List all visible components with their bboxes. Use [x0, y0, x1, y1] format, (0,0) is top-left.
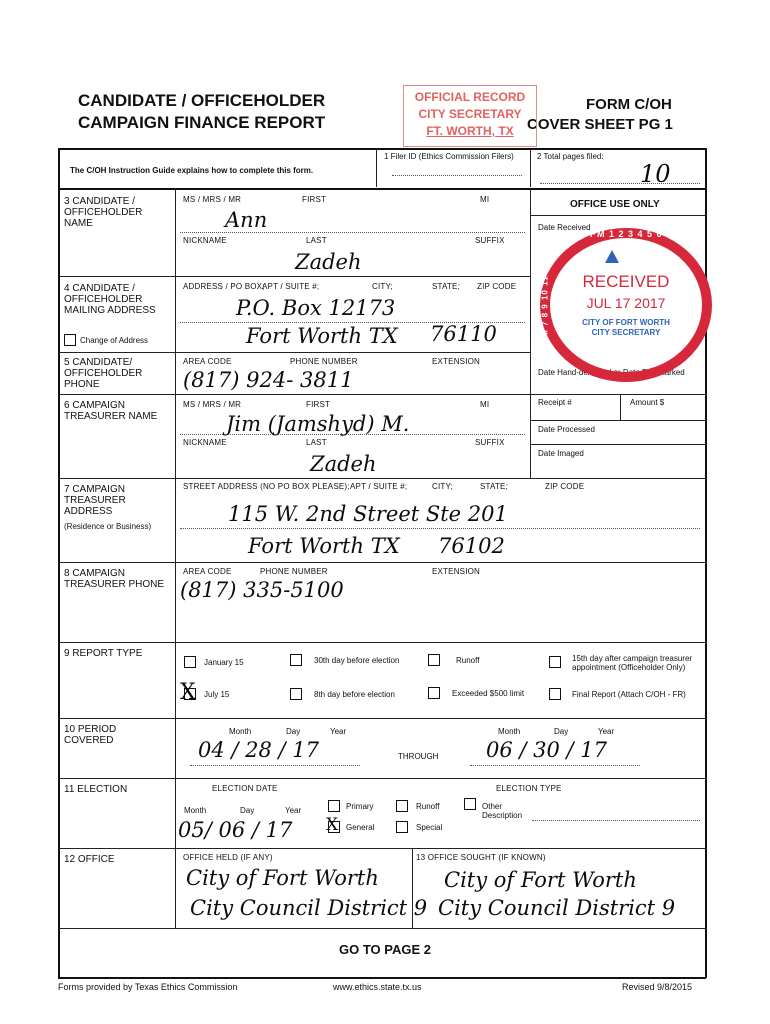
- s12-held-value2: City Council District 9: [190, 896, 428, 920]
- election-runoff-label: Runoff: [416, 802, 440, 811]
- election-general-check-mark: X: [326, 815, 339, 835]
- report-jul15-check-mark: X: [180, 680, 196, 705]
- s4-line2-value: Fort Worth TX: [246, 324, 398, 348]
- form-id-line2: COVER SHEET PG 1: [527, 116, 673, 133]
- filer-id-label: 1 Filer ID (Ethics Commission Filers): [384, 152, 514, 161]
- footer-left: Forms provided by Texas Ethics Commission: [58, 982, 238, 992]
- form-title-line1: CANDIDATE / OFFICEHOLDER: [78, 91, 326, 110]
- s12-held-label: OFFICE HELD (IF ANY): [183, 853, 273, 862]
- received-stamp: [540, 228, 712, 382]
- s4-zip-value: 76110: [430, 322, 497, 346]
- received-stamp-city2: CITY SECRETARY: [591, 328, 661, 337]
- s3-title-label: MS / MRS / MR: [183, 195, 242, 204]
- received-stamp-top: PM 1 2 3 4 5 6: [590, 229, 663, 239]
- s4-zip-label: ZIP CODE: [477, 282, 517, 291]
- report-runoff-label: Runoff: [456, 656, 480, 665]
- election-primary-label: Primary: [346, 802, 374, 811]
- election-special-label: Special: [416, 823, 443, 832]
- report-15th-label: 15th day after campaign treasurer appointment (Officeholder Only): [572, 654, 693, 672]
- instructions-text: The C/OH Instruction Guide explains how to complete this form.: [70, 166, 314, 175]
- s11-type-label: ELECTION TYPE: [496, 784, 562, 793]
- report-15th-checkbox[interactable]: [549, 656, 561, 668]
- s7-line2-value: Fort Worth TX: [248, 534, 400, 558]
- date-imaged-label: Date Imaged: [538, 449, 584, 458]
- s13-sought-value2: City Council District 9: [438, 896, 676, 920]
- s10-from-month-label: Month: [229, 727, 252, 736]
- official-stamp-line3: FT. WORTH, TX: [426, 124, 514, 138]
- received-stamp-date: JUL 17 2017: [586, 295, 666, 311]
- s3-last-label: LAST: [306, 236, 327, 245]
- s6-label: 6 CAMPAIGN TREASURER NAME: [64, 400, 158, 422]
- election-special-checkbox[interactable]: [396, 821, 408, 833]
- election-primary-checkbox[interactable]: [328, 800, 340, 812]
- s8-phone-value: (817) 335-5100: [180, 578, 344, 602]
- s5-label: 5 CANDIDATE/ OFFICEHOLDER PHONE: [64, 357, 143, 390]
- s10-from-value: 04 / 28 / 17: [198, 738, 320, 762]
- s3-last-value: Zadeh: [295, 250, 362, 274]
- s8-ext-label: EXTENSION: [432, 567, 481, 576]
- report-8th-checkbox[interactable]: [290, 688, 302, 700]
- received-stamp-arrow-icon: [605, 250, 619, 263]
- s6-nickname-label: NICKNAME: [183, 438, 227, 447]
- s13-sought-value1: City of Fort Worth: [444, 868, 637, 892]
- s6-last-label: LAST: [306, 438, 327, 447]
- s3-mi-label: MI: [480, 195, 490, 204]
- s10-from-year-label: Year: [330, 727, 347, 736]
- s5-area-label: AREA CODE: [183, 357, 232, 366]
- s8-phone-label: PHONE NUMBER: [260, 567, 328, 576]
- official-stamp-line1: OFFICIAL RECORD: [414, 90, 526, 104]
- s10-to-month-label: Month: [498, 727, 521, 736]
- s11-date-value: 05/ 06 / 17: [178, 818, 293, 842]
- s6-first-label: FIRST: [306, 400, 331, 409]
- date-received-label: Date Received: [538, 223, 591, 232]
- report-jan15-checkbox[interactable]: [184, 656, 196, 668]
- s4-label: 4 CANDIDATE / OFFICEHOLDER MAILING ADDRESS: [64, 283, 156, 316]
- s7-state-label: STATE;: [480, 482, 509, 491]
- received-stamp-left: AM 7 8 9 10 11 12: [540, 261, 550, 344]
- s7-zip-value: 76102: [438, 534, 505, 558]
- s12-label: 12 OFFICE: [64, 854, 115, 865]
- form-title-line2: CAMPAIGN FINANCE REPORT: [78, 113, 326, 132]
- report-jan15-label: January 15: [204, 658, 244, 667]
- s3-suffix-label: SUFFIX: [475, 236, 505, 245]
- total-pages-label: 2 Total pages filed:: [537, 152, 604, 161]
- s10-through-label: THROUGH: [398, 752, 439, 761]
- s11-month-label: Month: [184, 806, 207, 815]
- election-runoff-checkbox[interactable]: [396, 800, 408, 812]
- s11-label: 11 ELECTION: [64, 784, 128, 795]
- total-pages-value: 10: [640, 160, 671, 188]
- report-final-checkbox[interactable]: [549, 688, 561, 700]
- office-use-title: OFFICE USE ONLY: [570, 199, 660, 210]
- s10-from-day-label: Day: [286, 727, 301, 736]
- s4-state-label: STATE;: [432, 282, 461, 291]
- s4-line1-value: P.O. Box 12173: [236, 296, 396, 320]
- s10-label: 10 PERIOD COVERED: [64, 724, 117, 746]
- report-30th-label: 30th day before election: [314, 656, 400, 665]
- official-stamp-line2: CITY SECRETARY: [418, 107, 522, 121]
- receipt-label: Receipt #: [538, 398, 572, 407]
- report-jul15-label: July 15: [204, 690, 230, 699]
- change-of-address-label: Change of Address: [80, 336, 149, 345]
- s3-nickname-label: NICKNAME: [183, 236, 227, 245]
- election-other-checkbox[interactable]: [464, 798, 476, 810]
- report-exceeded-checkbox[interactable]: [428, 687, 440, 699]
- change-of-address-checkbox[interactable]: [64, 334, 76, 346]
- s6-first-value: Jim (Jamshyd) M.: [226, 412, 410, 436]
- s7-street-label: STREET ADDRESS (NO PO BOX PLEASE);: [183, 482, 350, 491]
- s6-title-label: MS / MRS / MR: [183, 400, 242, 409]
- received-stamp-city1: CITY OF FORT WORTH: [582, 318, 670, 327]
- s8-area-label: AREA CODE: [183, 567, 232, 576]
- s3-first-value: Ann: [225, 208, 268, 232]
- s11-date-label: ELECTION DATE: [212, 784, 278, 793]
- form-id-line1: FORM C/OH: [586, 96, 672, 113]
- s5-ext-label: EXTENSION: [432, 357, 481, 366]
- date-hand-label: Date Hand-delivered or Date Postmarked: [538, 368, 685, 377]
- report-8th-label: 8th day before election: [314, 690, 395, 699]
- received-stamp-text: RECEIVED: [582, 272, 670, 291]
- s11-year-label: Year: [285, 806, 302, 815]
- s6-last-value: Zadeh: [310, 452, 377, 476]
- election-other-label: Other Description: [482, 802, 523, 820]
- s9-label: 9 REPORT TYPE: [64, 648, 143, 659]
- election-general-label: General: [346, 823, 375, 832]
- s5-phone-value: (817) 924- 3811: [183, 368, 354, 392]
- report-runoff-checkbox[interactable]: [428, 654, 440, 666]
- s6-mi-label: MI: [480, 400, 490, 409]
- s3-label: 3 CANDIDATE / OFFICEHOLDER NAME: [64, 196, 143, 229]
- footer-right: Revised 9/8/2015: [622, 982, 693, 992]
- s10-to-day-label: Day: [554, 727, 569, 736]
- s7-zip-label: ZIP CODE: [545, 482, 585, 491]
- date-processed-label: Date Processed: [538, 425, 595, 434]
- report-final-label: Final Report (Attach C/OH - FR): [572, 690, 686, 699]
- s4-apt-label: APT / SUITE #;: [262, 282, 320, 291]
- s11-day-label: Day: [240, 806, 255, 815]
- s5-phone-label: PHONE NUMBER: [290, 357, 358, 366]
- s7-label: 7 CAMPAIGN TREASURER ADDRESS: [64, 484, 126, 517]
- s4-city-label: CITY;: [372, 282, 393, 291]
- s3-first-label: FIRST: [302, 195, 327, 204]
- report-30th-checkbox[interactable]: [290, 654, 302, 666]
- footer-center: www.ethics.state.tx.us: [333, 982, 422, 992]
- s8-label: 8 CAMPAIGN TREASURER PHONE: [64, 568, 165, 590]
- s7-apt-label: APT / SUITE #;: [350, 482, 408, 491]
- s7-sub-label: (Residence or Business): [64, 522, 152, 531]
- s4-address-label: ADDRESS / PO BOX;: [183, 282, 265, 291]
- amount-label: Amount $: [630, 398, 665, 407]
- s12-held-value1: City of Fort Worth: [186, 866, 379, 890]
- official-record-stamp: [403, 85, 537, 147]
- s10-to-year-label: Year: [598, 727, 615, 736]
- s6-suffix-label: SUFFIX: [475, 438, 505, 447]
- go-to-page-2: GO TO PAGE 2: [339, 942, 431, 957]
- report-exceeded-label: Exceeded $500 limit: [452, 689, 525, 698]
- s7-line1-value: 115 W. 2nd Street Ste 201: [228, 502, 508, 526]
- s13-sought-label: 13 OFFICE SOUGHT (IF KNOWN): [416, 853, 546, 862]
- s7-city-label: CITY;: [432, 482, 453, 491]
- s10-to-value: 06 / 30 / 17: [486, 738, 608, 762]
